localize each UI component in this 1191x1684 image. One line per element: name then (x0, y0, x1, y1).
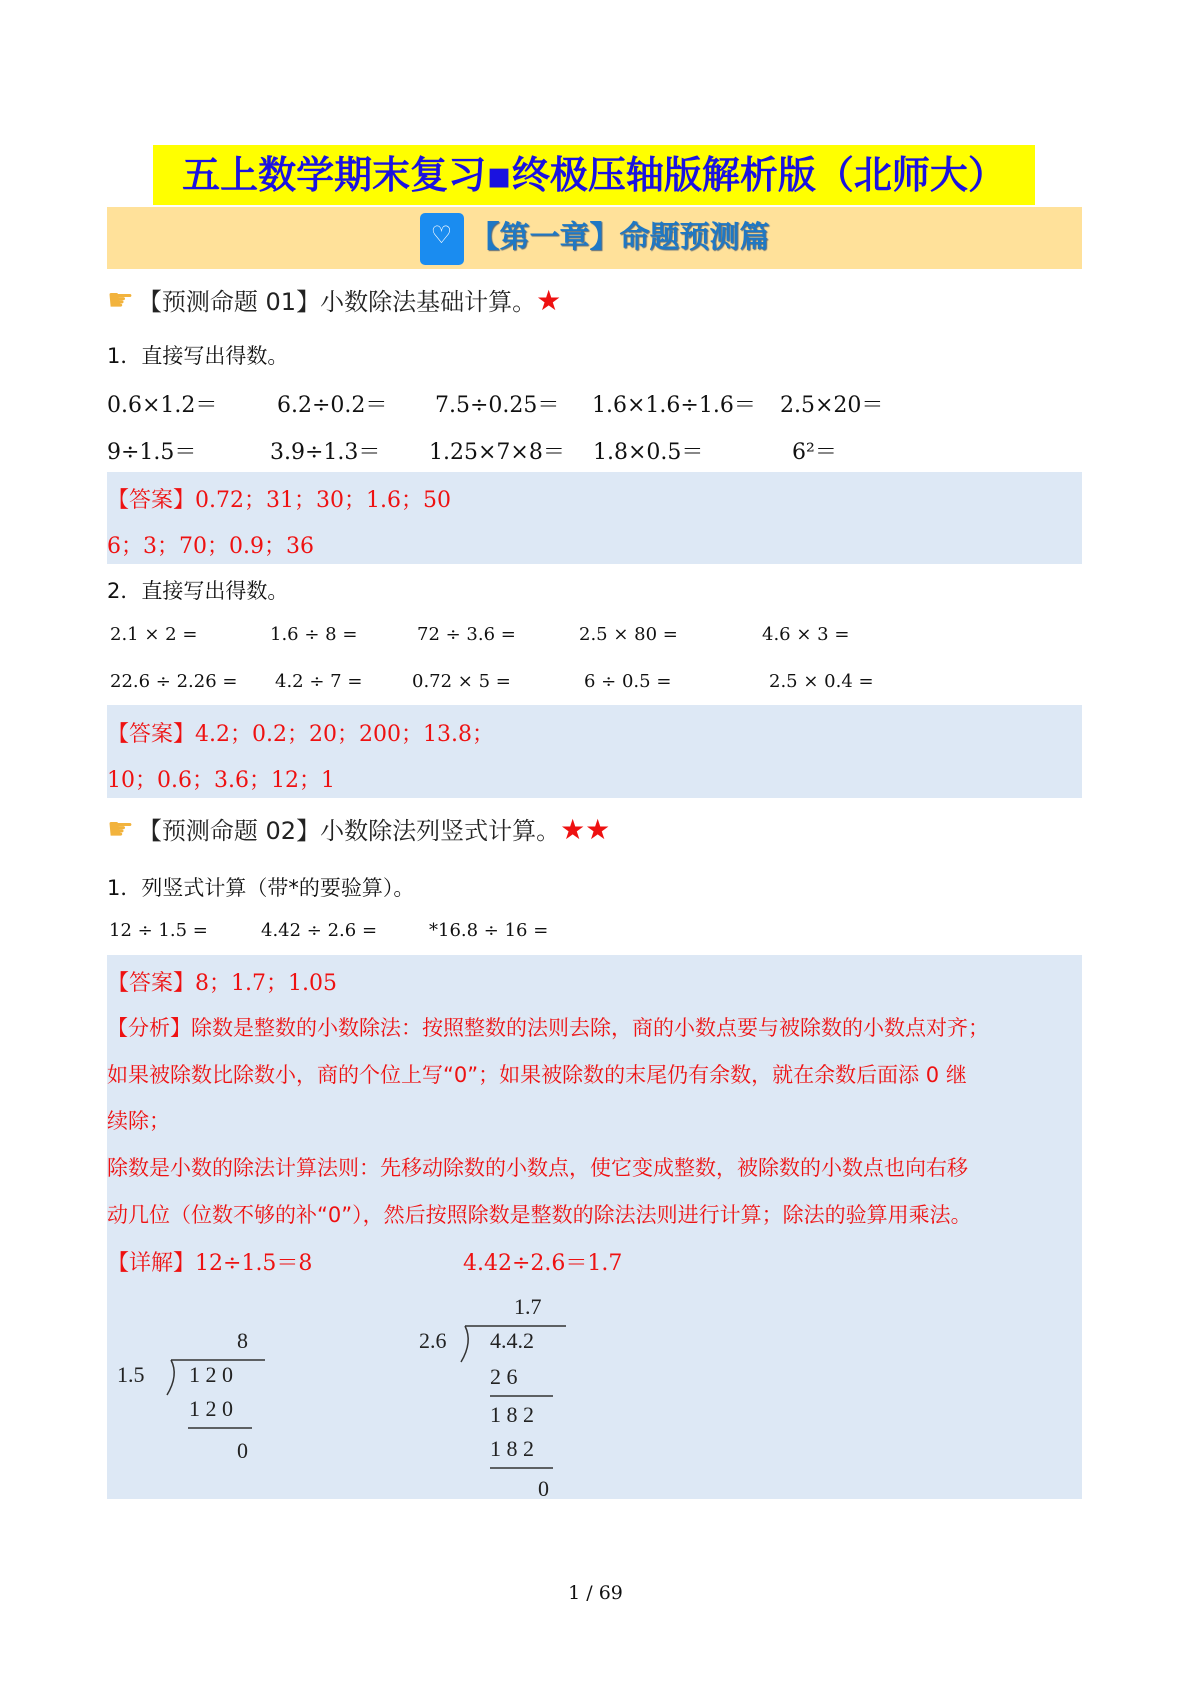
expr: 1.6 ÷ 8 = (270, 624, 358, 645)
answer-text: 6；3；70；0.9；36 (107, 534, 314, 559)
question-prompt: 1．列竖式计算（带*的要验算）。 (107, 876, 415, 900)
expr: *16.8 ÷ 16 = (429, 920, 549, 941)
partial-remainder: 1 8 2 (490, 1402, 534, 1427)
topic2-heading-text: 【预测命题 02】小数除法列竖式计算。 (137, 817, 561, 845)
answer-line (107, 717, 494, 748)
divisor: 1.5 (117, 1362, 145, 1387)
topic2-heading (107, 811, 610, 847)
expr: 6 ÷ 0.5 = (584, 671, 672, 692)
expr: 3.9÷1.3＝ (270, 440, 381, 465)
analysis-text: 除数是整数的小数除法：按照整数的法则去除，商的小数点要与被除数的小数点对齐； (191, 1016, 989, 1040)
analysis-label: 【分析】 (107, 1016, 191, 1040)
dividend: 1 2 0 (189, 1362, 233, 1387)
page-separator: / (580, 1582, 599, 1604)
analysis-text: 如果被除数比除数小，商的个位上写“0”；如果被除数的末尾仍有余数，就在余数后面添 0 继 (107, 1063, 967, 1087)
divisor: 2.6 (419, 1328, 447, 1353)
partial-product: 1 2 0 (189, 1396, 233, 1421)
pointing-hand-icon: ☛ (107, 812, 134, 847)
partial-product: 2 6 (490, 1364, 518, 1389)
answer-line (107, 966, 337, 997)
answer-text: 10；0.6；3.6；12；1 (107, 768, 335, 793)
expr: 2.5 × 0.4 = (769, 671, 874, 692)
remainder: 0 (237, 1438, 248, 1463)
remainder: 0 (538, 1476, 549, 1500)
long-division-diagrams (107, 1290, 707, 1500)
long-division-2 (419, 1294, 566, 1500)
document-title: 五上数学期末复习▪终极压轴版解析版（北师大） (153, 145, 1035, 205)
question-2-prompt: 2．直接写出得数。 (107, 579, 289, 603)
expr: 2.5×20＝ (780, 393, 884, 418)
expr: 1.6×1.6÷1.6＝ (592, 393, 756, 418)
expr: 1.25×7×8＝ (429, 440, 565, 465)
dividend: 4.4.2 (490, 1328, 534, 1353)
answer-label: 【答案】 (107, 971, 196, 996)
expr: 72 ÷ 3.6 = (417, 624, 516, 645)
page-total: 69 (598, 1582, 623, 1604)
page-number (0, 1582, 1191, 1604)
expr: 12 ÷ 1.5 = (109, 920, 208, 941)
detail-line (107, 1246, 312, 1277)
expr: 2.1 × 2 = (110, 624, 198, 645)
expr: 4.6 × 3 = (762, 624, 850, 645)
detail-text: 4.42÷2.6＝1.7 (463, 1251, 623, 1276)
expr: 2.5 × 80 = (579, 624, 678, 645)
star-rating: ★★ (560, 813, 611, 846)
quotient: 8 (237, 1328, 248, 1353)
question-1-prompt: 1．直接写出得数。 (107, 344, 289, 368)
chapter-title: 【第一章】命题预测篇 (469, 220, 770, 255)
expr: 22.6 ÷ 2.26 = (110, 671, 238, 692)
analysis-text: 除数是小数的除法计算法则：先移动除数的小数点，使它变成整数，被除数的小数点也向右移 (107, 1156, 968, 1180)
expr: 4.2 ÷ 7 = (275, 671, 363, 692)
expr: 0.6×1.2＝ (107, 393, 218, 418)
partial-product: 1 8 2 (490, 1436, 534, 1461)
quotient: 1.7 (514, 1294, 542, 1319)
answer-label: 【答案】 (107, 722, 196, 747)
answer-text: 0.72；31；30；1.6；50 (195, 488, 451, 513)
clipboard-heart-icon: ♡ (420, 213, 464, 265)
answer-label: 【答案】 (107, 488, 196, 513)
detail-label: 【详解】 (107, 1251, 196, 1276)
pointing-hand-icon: ☛ (107, 283, 134, 318)
topic1-heading (107, 282, 561, 318)
topic1-heading-text: 【预测命题 01】小数除法基础计算。 (137, 288, 537, 316)
expr: 4.42 ÷ 2.6 = (261, 920, 378, 941)
analysis-text: 动几位（位数不够的补“0”），然后按照除数是整数的除法法则进行计算；除法的验算用乘法。 (107, 1203, 972, 1227)
answer-text: 4.2；0.2；20；200；13.8； (195, 722, 494, 747)
chapter-banner (107, 207, 1082, 269)
long-division-1 (117, 1328, 265, 1463)
expr: 9÷1.5＝ (107, 440, 197, 465)
page-current: 1 (568, 1582, 581, 1604)
expr: 6²＝ (792, 440, 837, 465)
detail-text: 12÷1.5＝8 (195, 1251, 313, 1276)
answer-text: 8；1.7；1.05 (195, 971, 337, 996)
expr: 0.72 × 5 = (412, 671, 511, 692)
analysis-text: 续除； (107, 1109, 170, 1133)
expr: 1.8×0.5＝ (593, 440, 704, 465)
star-rating: ★ (536, 284, 562, 317)
expr: 6.2÷0.2＝ (277, 393, 388, 418)
answer-line (107, 483, 451, 514)
expr: 7.5÷0.25＝ (435, 393, 560, 418)
analysis-line (107, 1012, 989, 1042)
